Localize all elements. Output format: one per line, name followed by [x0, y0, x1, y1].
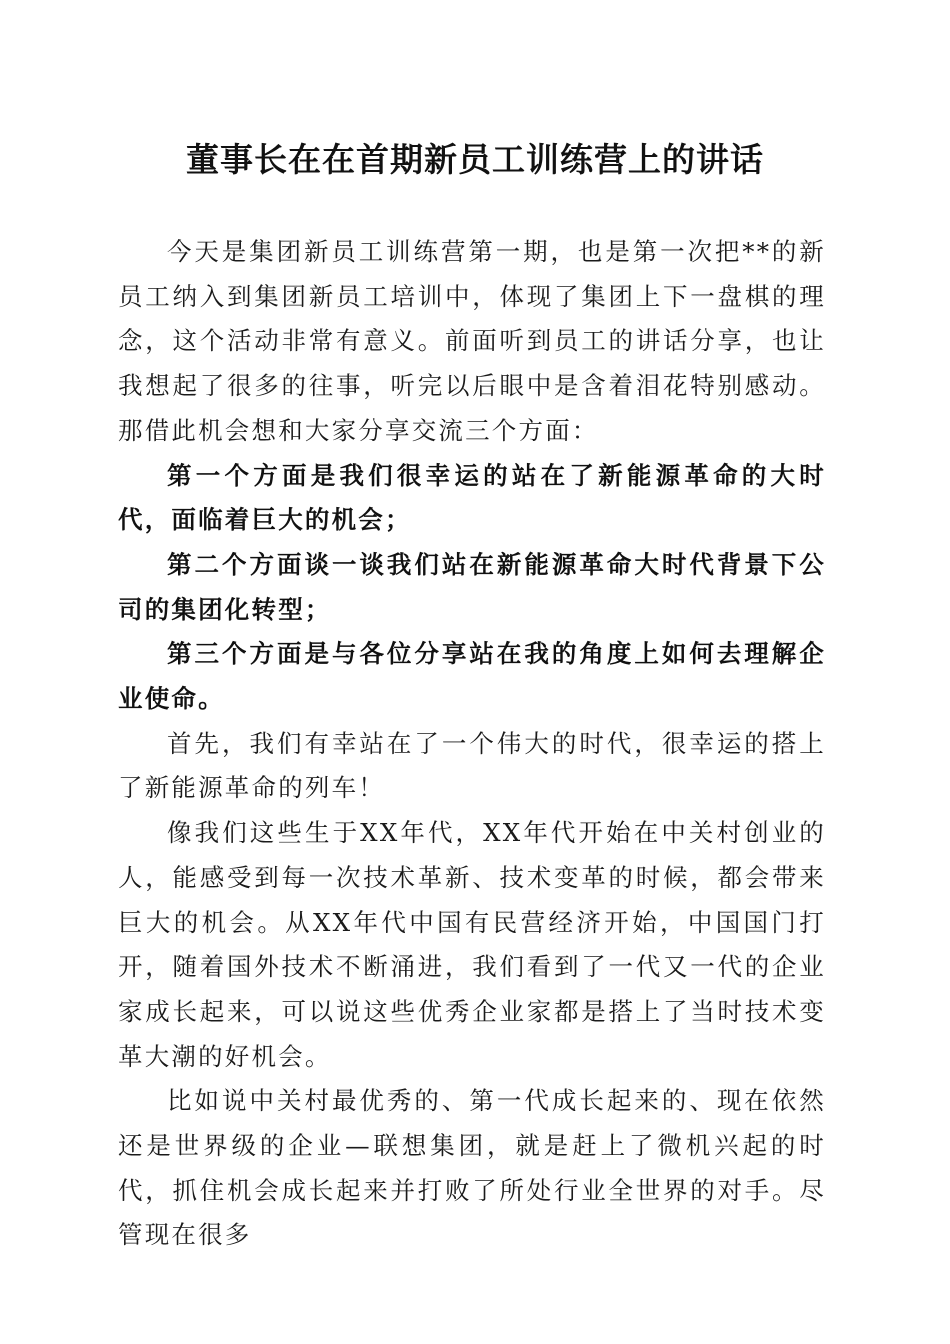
paragraph-intro: 今天是集团新员工训练营第一期，也是第一次把**的新员工纳入到集团新员工培训中，体现了集团上下一盘棋的理念，这个活动非常有意义。前面听到员工的讲话分享，也让我想起了很多的往事，听完以后眼中是含着泪花特别感动。那借此机会想和大家分享交流三个方面：: [118, 237, 826, 445]
paragraph-first-section: 首先，我们有幸站在了一个伟大的时代，很幸运的搭上了新能源革命的列车！: [118, 728, 826, 803]
document-title: 董事长在在首期新员工训练营上的讲话: [186, 140, 764, 179]
paragraph-lenovo-example: 比如说中关村最优秀的、第一代成长起来的、现在依然还是世界级的企业—联想集团，就是赶上了微机兴起的时代，抓住机会成长起来并打败了所处行业全世界的对手。尽管现在很多: [118, 1086, 826, 1250]
document-body: [118, 230, 826, 1258]
paragraph-point-two: 第二个方面谈一谈我们站在新能源革命大时代背景下公司的集团化转型；: [118, 549, 826, 624]
paragraph-entrepreneurs: 像我们这些生于XX年代，XX年代开始在中关村创业的人，能感受到每一次技术革新、技术变革的时候，都会带来巨大的机会。从XX年代中国有民营经济开始，中国国门打开，随着国外技术不断涌进，我们看到了一代又一代的企业家成长起来，可以说这些优秀企业家都是搭上了当时技术变革大潮的好机会。: [118, 818, 826, 1071]
paragraph-point-one: 第一个方面是我们很幸运的站在了新能源革命的大时代，面临着巨大的机会；: [118, 460, 826, 535]
paragraph-point-three: 第三个方面是与各位分享站在我的角度上如何去理解企业使命。: [118, 639, 826, 714]
